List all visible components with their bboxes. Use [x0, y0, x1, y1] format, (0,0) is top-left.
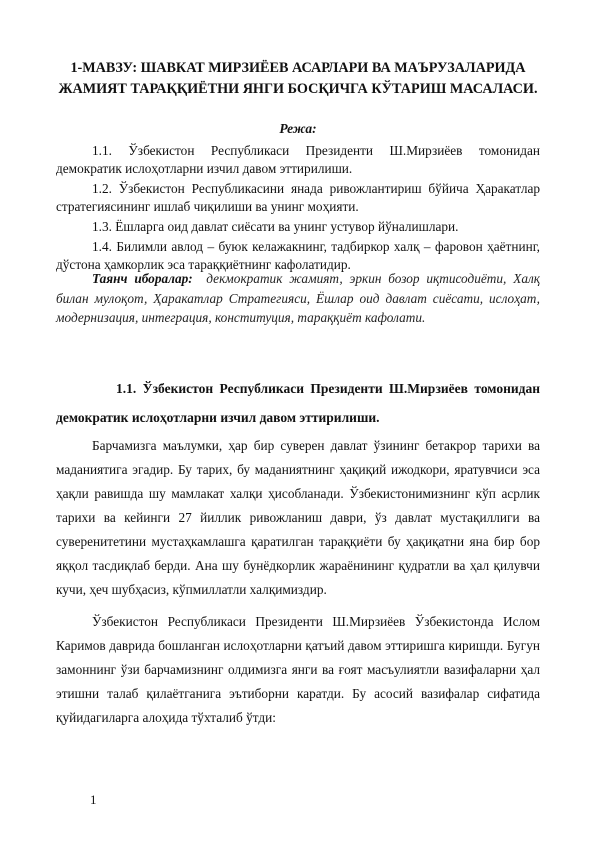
paragraph: Ўзбекистон Республикаси Президенти Ш.Мирзиёев Ўзбекистонда Ислом Каримов даврида бошланган ислоҳотларни қатъий давом эттиришга киришди. Бугун замоннинг ўзи барчамизнинг олдимизга янги ва ғоят масъулиятли вазифаларни ҳал этишни талаб қилаётганига эътиборни каратди. Бу асосий вазифалар сифатида қуйидагиларга алоҳида тўхталиб ўтди:: [56, 614, 540, 725]
document-title: 1-МАВЗУ: ШАВКАТ МИРЗИЁЕВ АСАРЛАРИ ВА МАЪРУЗАЛАРИДА ЖАМИЯТ ТАРАҚҚИЁТНИ ЯНГИ БОСҚИЧГА КЎТАРИШ МАСАЛАСИ.: [58, 60, 538, 97]
keywords-block: [56, 269, 540, 328]
paragraph: Барчамизга маълумки, ҳар бир суверен давлат ўзининг бетакрор тарихи ва маданиятига эгадир. Бу тарих, бу маданиятнинг ҳақиқий ижодкори, яратувчиси эса ҳақли равишда шу мамлакат халқи ҳисобланади. Ўзбекистонимизнинг кўп асрлик тарихи ва кейинги 27 йиллик ривожланиш даври, ўз давлат мустақиллиги ва суверенитетини мустаҳкамлашга қаратилган тараққиёти бу ҳақиқатни яна бир бор яққол тасдиқлаб берди. Ана шу бунёдкорлик жараёнининг қудратли ва ҳал қилувчи кучи, ҳеч шубҳасиз, кўпмиллатли халқимиздир.: [56, 438, 540, 597]
page-number: 1: [90, 792, 97, 807]
keywords-label: Таянч иборалар:: [92, 271, 193, 286]
plan-item: 1.3. Ёшларга оид давлат сиёсати ва унинг устувор йўналишлари.: [92, 219, 459, 234]
plan-item: 1.2. Ўзбекистон Республикасини янада ривожлантириш бўйича Ҳаракатлар стратегиясининг ишлаб чиқилиши ва унинг моҳияти.: [56, 181, 540, 214]
keywords-text: декмократик жамият, эркин бозор иқтисодиёти, Халқ билан мулоқот, Ҳаракатлар Стратегияси, Ёшлар оид давлат сиёсати, ислоҳат, модернизация, интеграция, конституция, тараққиёт кафолати.: [56, 271, 540, 325]
plan-item: 1.4. Билимли авлод – буюк келажакнинг, тадбиркор халқ – фаровон ҳаётнинг, дўстона ҳамкорлик эса тараққиётнинг кафолатидир.: [56, 239, 540, 272]
plan-heading: Режа:: [279, 121, 317, 136]
plan-list: [56, 142, 540, 276]
plan-item: 1.1. Ўзбекистон Республикаси Президенти Ш.Мирзиёев томонидан демократик ислоҳотларни изчил давом эттирилиши.: [56, 143, 540, 176]
body-text: [56, 434, 540, 738]
section-heading: 1.1. Ўзбекистон Республикаси Президенти Ш.Мирзиёев томонидан демократик ислоҳотларни изчил давом эттирилиши.: [56, 381, 540, 425]
